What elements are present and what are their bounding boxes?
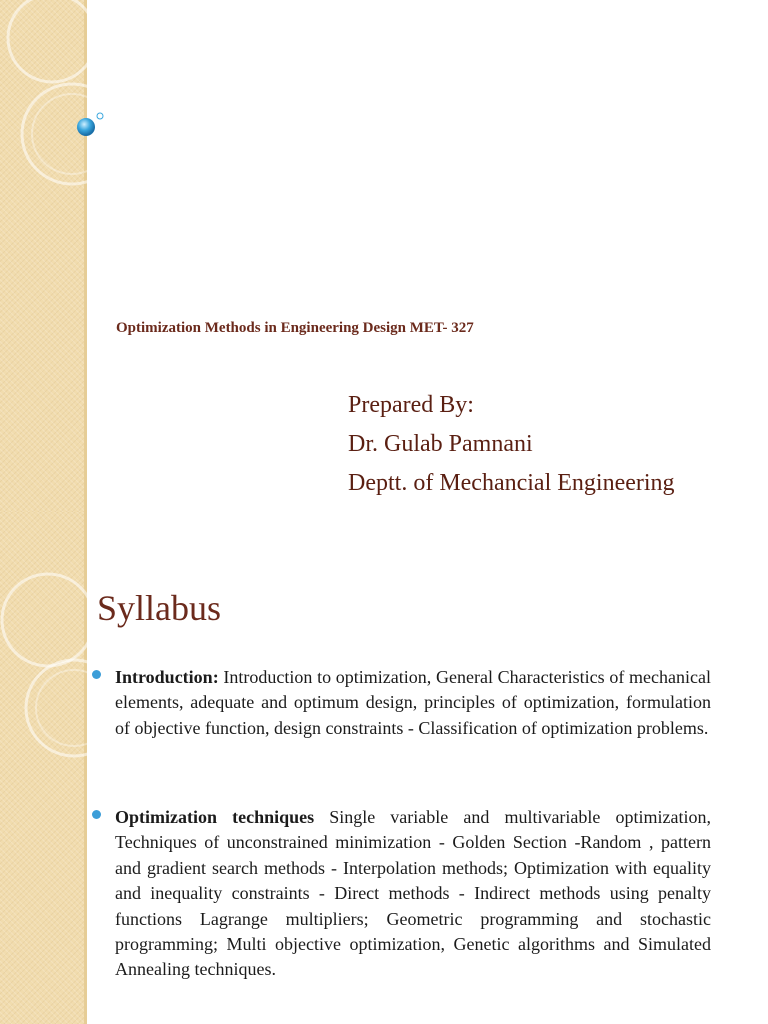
item-heading: Introduction: — [115, 667, 219, 687]
blue-bead-icon — [77, 118, 95, 136]
item-text: Introduction to optimization, General Characteristics of mechanical elements, adequate and optimum design, principles of optimization, formulation of objective function, design constraints - Classification of optimization problems. — [115, 667, 711, 738]
department: Deptt. of Mechancial Engineering — [348, 470, 675, 496]
syllabus-item-optimization-techniques — [115, 805, 711, 983]
item-text: Single variable and multivariable optimization, Techniques of unconstrained minimization - Golden Section -Random , pattern and gradient search methods - Interpolation methods; Optimization with equality and inequality constraints - Direct methods - Indirect methods using penalty functions Lagrange multipliers; Geometric programming and stochastic programming; Multi objective optimization, Genetic algorithms and Simulated Annealing techniques. — [115, 807, 711, 980]
course-title: Optimization Methods in Engineering Design MET- 327 — [116, 320, 474, 336]
syllabus-item-introduction — [115, 665, 711, 741]
circle-ornament — [0, 0, 140, 512]
author-name: Dr. Gulab Pamnani — [348, 431, 533, 457]
bullet-dot-icon — [92, 810, 101, 819]
item-heading: Optimization techniques — [115, 807, 315, 827]
prepared-by-label: Prepared By: — [348, 392, 474, 418]
slide-title: Syllabus — [97, 588, 222, 628]
bullet-dot-icon — [92, 670, 101, 679]
